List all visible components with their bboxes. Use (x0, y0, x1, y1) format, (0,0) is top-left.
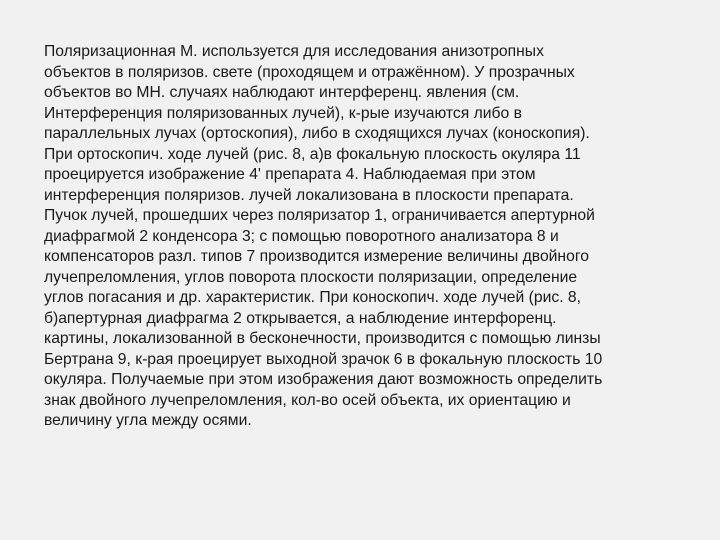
text-line: объектов в поляризов. свете (проходящем и отражённом). У прозрачных (44, 63, 575, 81)
text-line: знак двойного лучепреломления, кол-во осей объекта, их ориентацию и (44, 391, 571, 409)
text-line: параллельных лучах (ортоскопия), либо в сходящихся лучах (коноскопия). (44, 125, 590, 142)
text-line: углов погасания и др. характеристик. При коноскопич. ходе лучей (рис. 8, (44, 289, 582, 306)
text-line: проецируется изображение 4' препарата 4. Наблюдаемая при этом (44, 166, 536, 183)
text-line: окуляра. Получаемые при этом изображения дают возможность определить (44, 371, 603, 388)
text-line: б)апертурная диафрагма 2 открывается, а наблюдение интерфоренц. (44, 309, 557, 327)
text-line: Поляризационная М. используется для исследования анизотропных (44, 43, 544, 60)
text-line: объектов во МН. случаях наблюдают интерференц. явления (см. (44, 84, 520, 101)
body-text (44, 42, 684, 432)
text-line: картины, локализованной в бесконечности, производится с помощью линзы (44, 330, 601, 347)
text-line: Бертрана 9, к-рая проецирует выходной зрачок 6 в фокальную плоскость 10 (44, 350, 603, 368)
text-line: Интерференция поляризованных лучей), к-рые изучаются либо в (44, 104, 522, 122)
text-line: диафрагмой 2 конденсора 3; с помощью поворотного анализатора 8 и (44, 227, 559, 245)
text-line: величину угла между осями. (44, 412, 252, 429)
text-line: Пучок лучей, прошедших через поляризатор 1, ограничивается апертурной (44, 207, 595, 224)
text-line: интерференция поляризов. лучей локализована в плоскости препарата. (44, 186, 574, 204)
text-line: При ортоскопич. ходе лучей (рис. 8, а)в фокальную плоскость окуляра 11 (44, 145, 581, 163)
text-line: лучепреломления, углов поворота плоскости поляризации, определение (44, 268, 578, 286)
text-line: компенсаторов разл. типов 7 производится измерение величины двойного (44, 248, 589, 265)
